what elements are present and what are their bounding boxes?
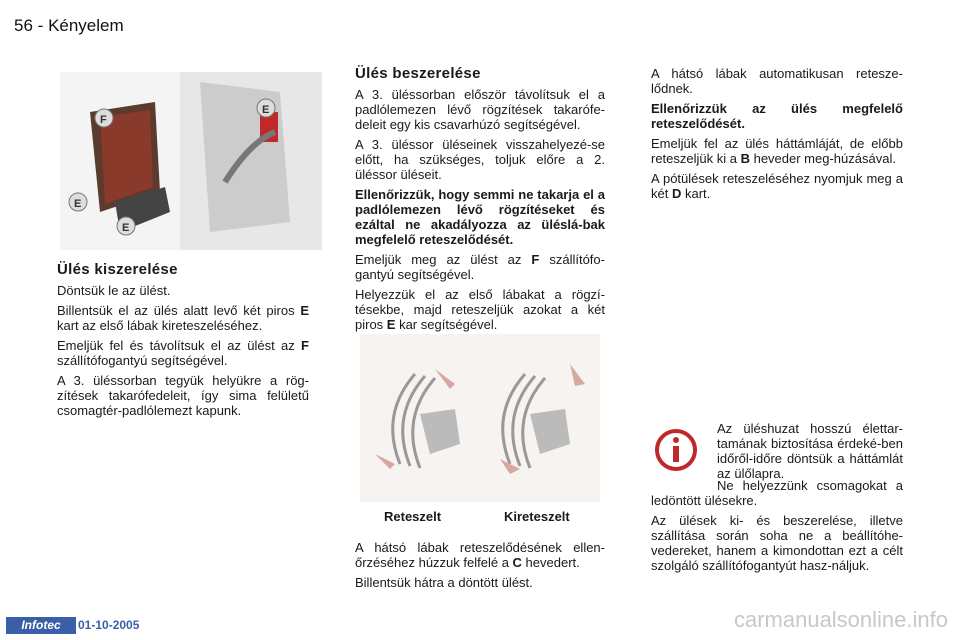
note-2: Ne helyezzünk csomagokat a ledöntött ülésekre. xyxy=(651,478,903,508)
note-block xyxy=(651,478,903,578)
install-step-5: A hátsó lábak reteszelődésének ellen-őrzéséhez húzzuk felfelé a C hevedert. xyxy=(355,540,605,570)
seat-removal-figure xyxy=(60,72,322,250)
page-number: 56 xyxy=(14,16,33,35)
install-step-6: Billentsük hátra a döntött ülést. xyxy=(355,575,533,590)
removal-heading: Ülés kiszerelése xyxy=(57,261,178,278)
install-step-4: Helyezzük el az első lábakat a rögzí-tésekbe, majd reteszeljük azokat a két piros E kar segítségével. xyxy=(355,287,605,332)
figure1-label-e3: E xyxy=(262,104,270,116)
caption-unlocked: Kireteszelt xyxy=(504,509,570,524)
chapter-title: Kényelem xyxy=(48,16,124,35)
info-icon xyxy=(652,428,700,472)
right-step-2: Emeljük fel az ülés háttámláját, de előbb reteszeljük ki a B heveder meg-húzásával. xyxy=(651,136,903,166)
note-block-top xyxy=(717,421,903,486)
latch-figure xyxy=(360,334,600,502)
watermark: carmanualsonline.info xyxy=(733,607,948,632)
installation-heading: Ülés beszerelése xyxy=(355,65,481,82)
left-column xyxy=(57,262,309,423)
right-step-3: A pótülések reteszeléséhez nyomjuk meg a két D kart. xyxy=(651,171,903,201)
removal-step-4: A 3. üléssorban tegyük helyükre a rög-zítések takarófedeleit, így sima felületű csomagtér-padlólemezt kapunk. xyxy=(57,373,309,418)
figure1-label-f: F xyxy=(100,114,107,126)
install-step-2: A 3. üléssor üléseinek visszahelyezé-se előtt, ha szükséges, toljuk előre a 2. üléssor üléseit. xyxy=(355,137,605,182)
right-column xyxy=(651,66,903,206)
install-warning: Ellenőrizzük, hogy semmi ne takarja el a padlólemezen lévő rögzítéseket és ezáltal ne akadályozza az üléslá-bak megfelelő reteszelődését. xyxy=(355,187,605,247)
right-step-1: A hátsó lábak automatikusan retesze-lődnek. xyxy=(651,66,903,96)
right-check: Ellenőrizzük az ülés megfelelő reteszelődését. xyxy=(651,101,903,131)
page-header xyxy=(14,16,124,36)
header-separator: - xyxy=(37,16,44,35)
removal-step-2: Billentsük el az ülés alatt levő két piros E kart az első lábak kireteszeléséhez. xyxy=(57,303,309,333)
note-1: Az üléshuzat hosszú élettar-tamának biztosítása érdeké-ben időről-időre döntsük a háttámlát az ülőlapra. xyxy=(717,421,903,481)
infotec-logo: Infotec xyxy=(6,617,76,634)
figure1-label-e2: E xyxy=(122,222,130,234)
install-step-3: Emeljük meg az ülést az F szállítófo-gantyú segítségével. xyxy=(355,252,605,282)
removal-step-1: Döntsük le az ülést. xyxy=(57,283,171,298)
removal-step-3: Emeljük fel és távolítsuk el az ülést az F szállítófogantyú segítségével. xyxy=(57,338,309,368)
middle-column-bottom xyxy=(355,540,605,595)
footer-date: 01-10-2005 xyxy=(78,618,140,632)
install-step-1: A 3. üléssorban először távolítsuk el a padlólemezen lévő rögzítések takarófe-deleit egy kis csavarhúzó segítségével. xyxy=(355,87,605,132)
middle-column xyxy=(355,66,605,337)
caption-locked: Reteszelt xyxy=(384,509,442,524)
figure1-label-e1: E xyxy=(74,198,82,210)
note-3: Az ülések ki- és beszerelése, illetve szállítása során soha ne a beállítóhe-vedereket, hanem a kimondottan ezt a célt szolgáló szállítófogantyút hasz-náljuk. xyxy=(651,513,903,573)
